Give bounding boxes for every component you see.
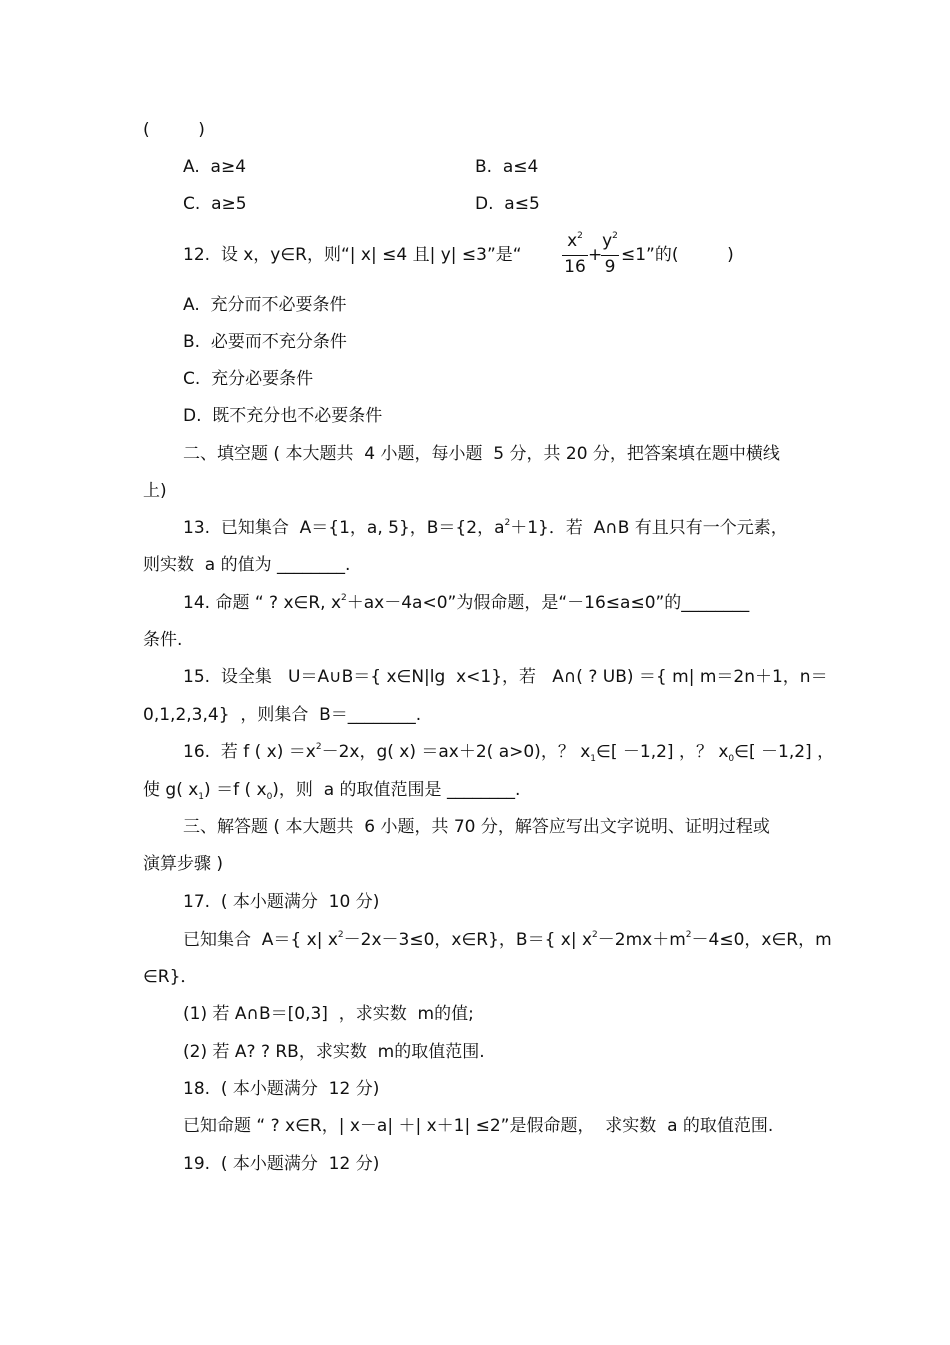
- q17-sup3: 2: [685, 930, 692, 940]
- q17-text-b: －2x－3≤0，x∈R}，B＝{ x| x: [343, 930, 593, 950]
- section3-heading-line2: 演算步骤 ): [143, 854, 224, 874]
- section2-heading-line2: 上): [143, 481, 167, 501]
- q17-text-a: 已知集合 A＝{ x| x: [183, 930, 338, 950]
- q12-stem-post: ≤1”的( ): [621, 245, 734, 265]
- frac1-sup: 2: [577, 231, 583, 241]
- q16-text-a: 16. 若 f ( x) ＝x: [183, 742, 316, 762]
- q16-l2-a: 使 g( x: [143, 780, 199, 800]
- frac1-num: x: [567, 231, 578, 251]
- q12-option-a: A. 充分而不必要条件: [183, 295, 347, 315]
- frac2-den: 9: [604, 257, 616, 277]
- q16-text-d: ∈[ －1,2] ，: [734, 742, 835, 762]
- q13-text-b: ＋1}．若 A∩B 有且只有一个元素，: [510, 518, 788, 538]
- q16-text-b: －2x，g( x) ＝ax＋2( a>0)，？ x: [321, 742, 591, 762]
- q16-l2-b: ) ＝f ( x: [204, 780, 267, 800]
- q14-text-a: 14. 命题 “ ? x∈R, x: [183, 593, 342, 613]
- q13-line2: 则实数 a 的值为 ________.: [143, 555, 351, 575]
- option-d: D. a≤5: [475, 194, 540, 214]
- answer-paren: ( ): [143, 120, 205, 140]
- q13-sup: 2: [504, 518, 511, 528]
- q17-heading: 17. ( 本小题满分 10 分): [183, 892, 380, 912]
- q17-line1: [183, 929, 832, 954]
- q16-l2-sub1: 1: [198, 792, 205, 802]
- q17-text-d: －4≤0，x∈R，m: [691, 930, 832, 950]
- q18-body: 已知命题 “ ? x∈R，| x－a| ＋| x＋1| ≤2”是假命题， 求实数 a 的取值范围.: [183, 1116, 774, 1136]
- q12-option-c: C. 充分必要条件: [183, 369, 314, 389]
- q17-sup2: 2: [592, 930, 598, 940]
- option-a: A. a≥4: [183, 157, 247, 177]
- q16-l2-sub0: 0: [266, 792, 273, 802]
- section3-heading-line1: 三、解答题 ( 本大题共 6 小题，共 70 分，解答应写出文字说明、证明过程或: [183, 817, 770, 837]
- q16-sup: 2: [315, 742, 322, 752]
- q16-sub-x1: 1: [590, 754, 597, 764]
- q19-heading: 19. ( 本小题满分 12 分): [183, 1154, 380, 1174]
- q17-text-c: －2mx＋m: [597, 930, 686, 950]
- q16-l2-c: )，则 a 的取值范围是 ________.: [272, 780, 521, 800]
- q16-line1: [183, 741, 834, 766]
- section2-heading-line1: 二、填空题 ( 本大题共 4 小题，每小题 5 分，共 20 分，把答案填在题中横线: [183, 444, 780, 464]
- q17-sup1: 2: [337, 930, 344, 940]
- q16-line2: [143, 779, 520, 804]
- q13-text-a: 13. 已知集合 A＝{1，a, 5}，B＝{2，a: [183, 518, 505, 538]
- fraction-x2-over-16: [562, 231, 588, 277]
- q12-option-d: D. 既不充分也不必要条件: [183, 406, 383, 426]
- q15-line2: 0,1,2,3,4} ，则集合 B＝________.: [143, 705, 422, 725]
- q17-part2: (2) 若 A? ? RB，求实数 m的取值范围.: [183, 1042, 485, 1062]
- q17-part1: (1) 若 A∩B＝[0,3] ，求实数 m的值;: [183, 1004, 474, 1024]
- q16-text-c: ∈[ －1,2] ，？ x: [596, 742, 729, 762]
- q14-line2: 条件.: [143, 630, 183, 650]
- fraction-y2-over-9: [601, 231, 619, 277]
- plus-sign: +: [588, 245, 603, 265]
- q18-heading: 18. ( 本小题满分 12 分): [183, 1079, 380, 1099]
- option-c: C. a≥5: [183, 194, 247, 214]
- q13-line1: [183, 517, 788, 542]
- q16-sub-x0: 0: [728, 754, 735, 764]
- frac2-sup: 2: [612, 231, 618, 241]
- q12-stem-pre: 12. 设 x，y∈R，则“| x| ≤4 且| y| ≤3”是“: [183, 245, 522, 265]
- q15-line1: 15. 设全集 U＝A∪B＝{ x∈N|lg x<1}，若 A∩( ? UB) ＝{ m| m＝2n＋1，n＝: [183, 667, 828, 687]
- q14-text-b: ＋ax－4a<0”为假命题，是“－16≤a≤0”的________: [346, 593, 750, 613]
- q12-option-b: B. 必要而不充分条件: [183, 332, 347, 352]
- q17-line2: ∈R}．: [143, 967, 198, 987]
- q14-sup: 2: [341, 593, 347, 603]
- frac2-num: y: [602, 231, 613, 251]
- fraction-bar: [562, 255, 588, 256]
- fraction-bar: [601, 255, 619, 256]
- frac1-den: 16: [564, 257, 586, 277]
- option-b: B. a≤4: [475, 157, 539, 177]
- q14-line1: [183, 592, 749, 617]
